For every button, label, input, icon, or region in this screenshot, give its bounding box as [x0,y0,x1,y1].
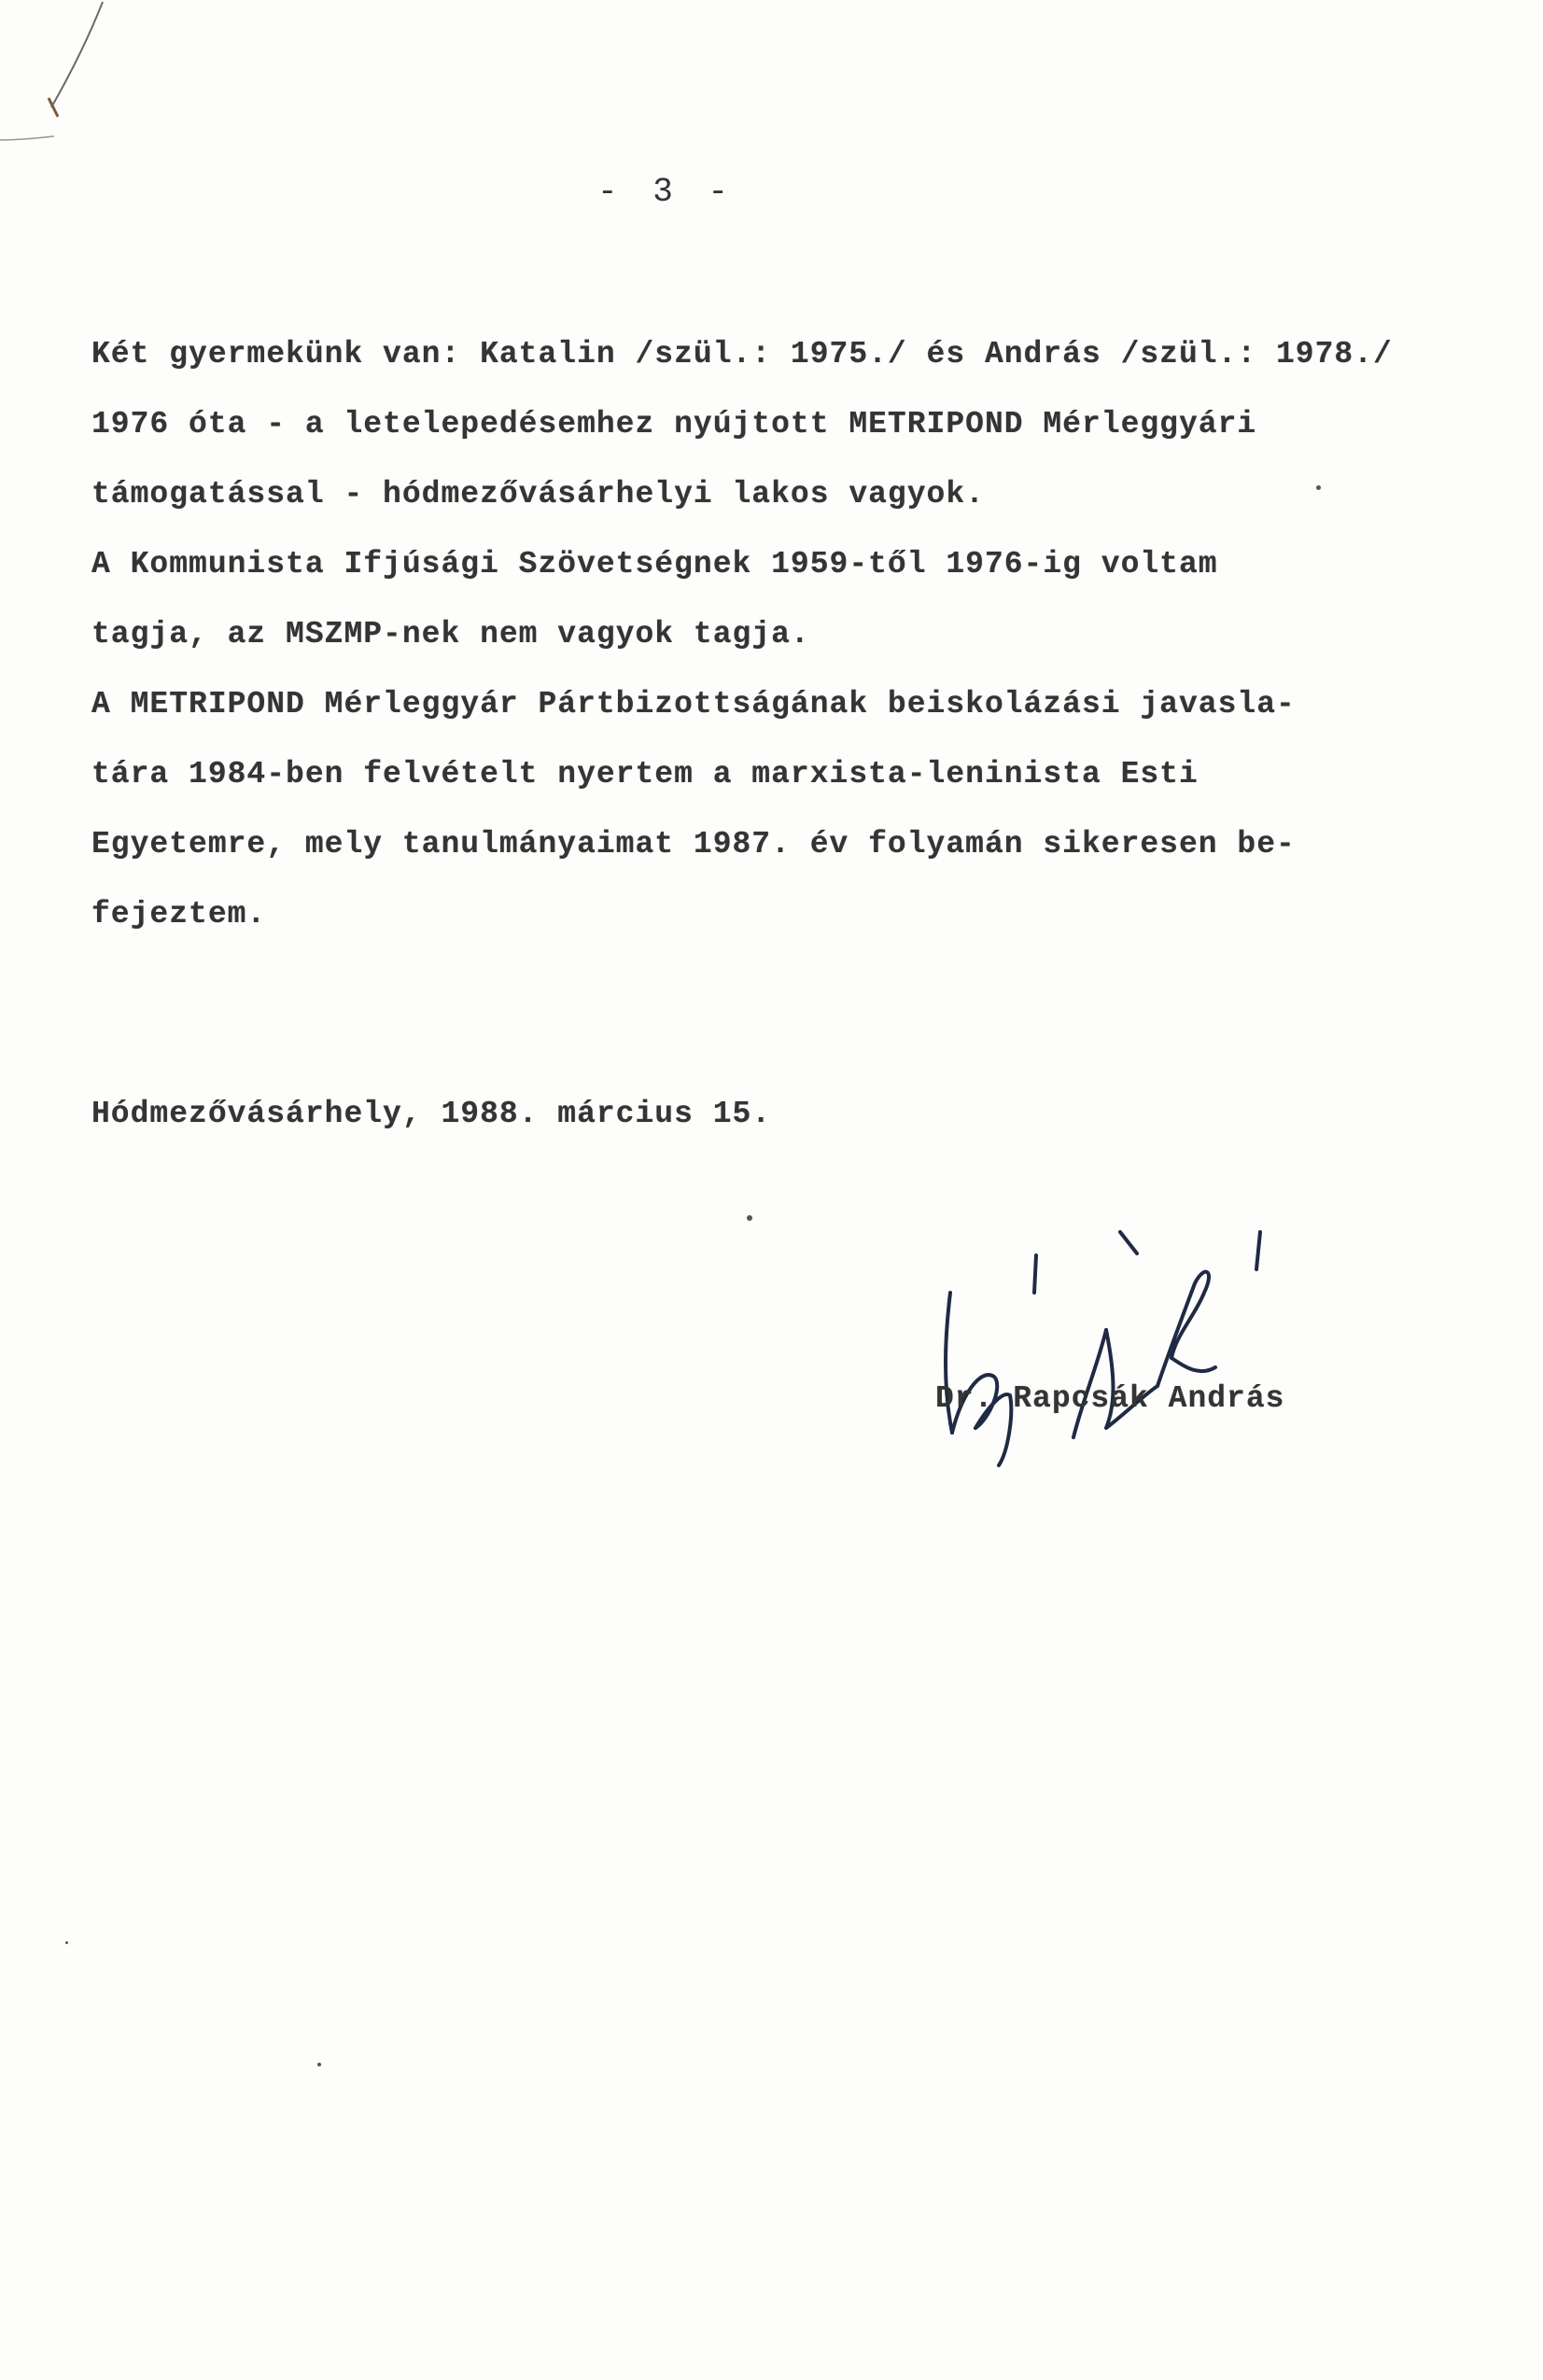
ink-speck [317,2063,321,2066]
body-text [91,319,1436,949]
signer-name: Dr. Rapcsák András [935,1381,1285,1416]
ink-speck [1316,485,1321,490]
body-line: Egyetemre, mely tanulmányaimat 1987. év folyamán sikeresen be- [91,827,1296,861]
body-line: tára 1984-ben felvételt nyertem a marxista-leninista Esti [91,757,1199,791]
body-line: Két gyermekünk van: Katalin /szül.: 1975./ és András /szül.: 1978./ [91,337,1393,371]
body-line: 1976 óta - a letelepedésemhez nyújtott METRIPOND Mérleggyári [91,407,1257,441]
corner-pen-mark [0,0,121,159]
body-line: támogatással - hódmezővásárhelyi lakos vagyok. [91,477,985,511]
body-line: A METRIPOND Mérleggyár Pártbizottságának beiskolázási javasla- [91,687,1296,721]
handwritten-signature [924,1227,1326,1470]
ink-speck [747,1215,752,1221]
body-line: A Kommunista Ifjúsági Szövetségnek 1959-től 1976-ig voltam [91,547,1218,581]
body-line: fejeztem. [91,897,267,931]
body-line: tagja, az MSZMP-nek nem vagyok tagja. [91,617,810,651]
page-number: - 3 - [597,173,736,211]
ink-speck [65,1941,68,1944]
place-and-date: Hódmezővásárhely, 1988. március 15. [91,1097,772,1131]
